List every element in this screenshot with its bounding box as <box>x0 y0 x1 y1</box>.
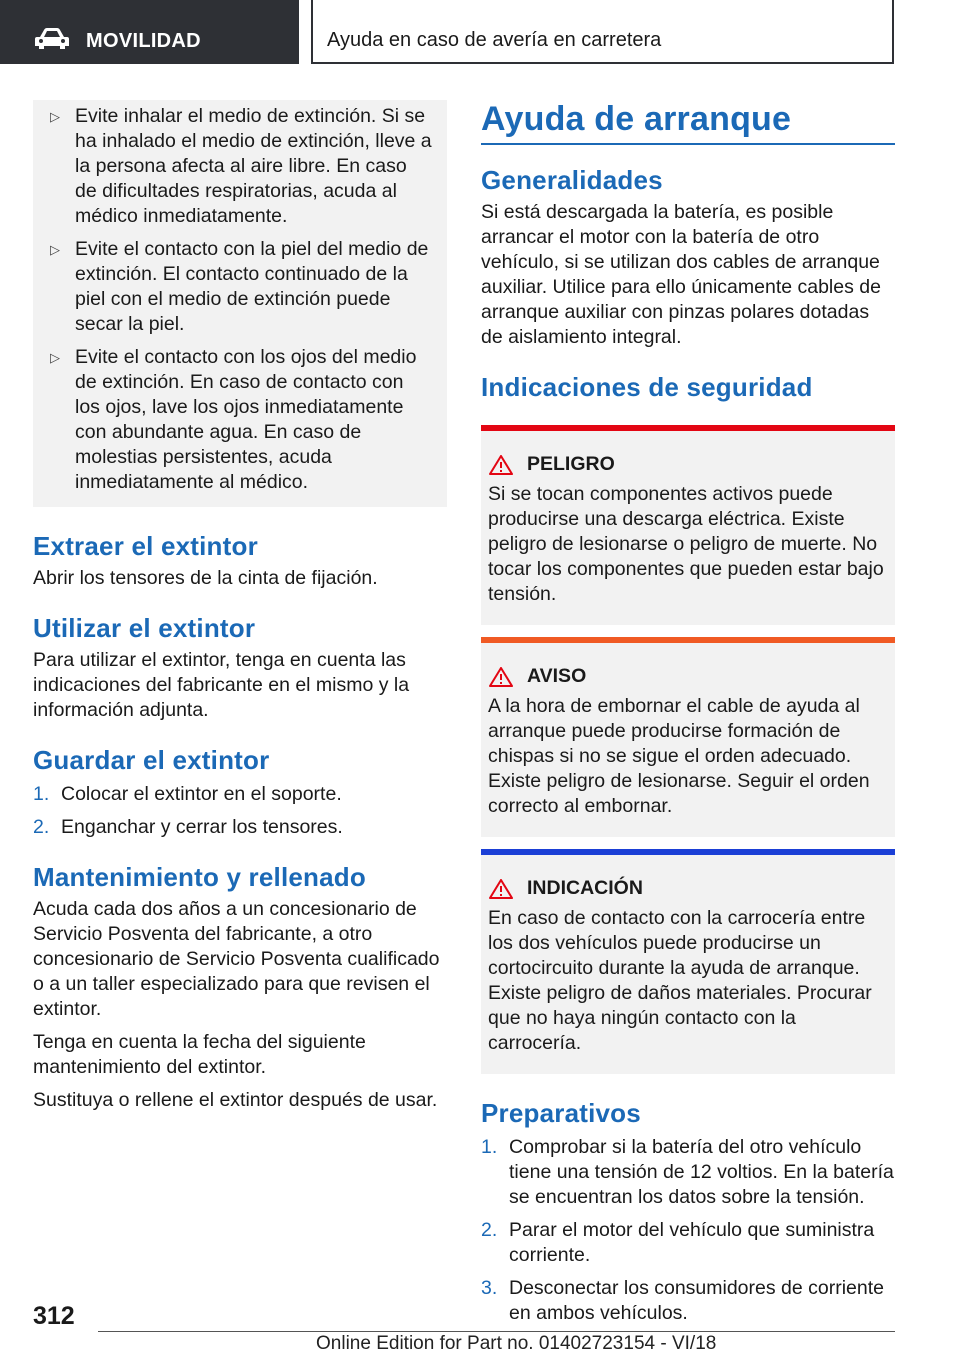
list-item: 3. Desconectar los consumidores de corriente en ambos vehículos. <box>481 1277 885 1324</box>
list-item: 2. Parar el motor del vehículo que suministra corriente. <box>481 1219 875 1266</box>
warning-triangle-icon <box>489 879 513 899</box>
notice-indicacion <box>481 849 895 1074</box>
heading-mantenimiento: Mantenimiento y rellenado <box>33 862 366 892</box>
left-column <box>33 100 447 1113</box>
list-item: ▷ Evite el contacto con la piel del medio de extinción. El contacto continuado de la piel con el medio de extinción puede secar la piel. <box>50 238 429 335</box>
heading-utilizar: Utilizar el extintor <box>33 613 256 643</box>
page-number: 312 <box>33 1302 75 1330</box>
edition-note: Online Edition for Part no. 01402723154 - VI/18 <box>316 1333 717 1354</box>
right-column <box>481 100 895 1326</box>
footer-rule <box>98 1331 895 1332</box>
notice-peligro <box>481 425 895 625</box>
notice-text: En caso de contacto con la carrocería entre los dos vehículos puede producirse un cortocircuito durante la ayuda de arranque. Existe peligro de daños materiales. Procurar que no haya ningún contacto con la carrocería. <box>488 907 872 1054</box>
list-item: 1. Comprobar si la batería del otro vehículo tiene una tensión de 12 voltios. En la batería se encuentran los datos sobre la tensión. <box>481 1136 894 1208</box>
notice-label: PELIGRO <box>527 453 615 475</box>
list-item: 2. Enganchar y cerrar los tensores. <box>33 816 343 838</box>
main-title: Ayuda de arranque <box>481 100 792 138</box>
list-item: 1. Colocar el extintor en el soporte. <box>33 783 342 805</box>
heading-extraer: Extraer el extintor <box>33 531 258 561</box>
paragraph-mantenimiento-1: Acuda cada dos años a un concesionario de Servicio Posventa del fabricante, a otro concesionario de Servicio Posventa cualificado o a un taller especializado para que revisen el extintor. <box>33 898 440 1020</box>
car-icon <box>34 27 70 51</box>
warning-triangle-icon <box>489 455 513 475</box>
notice-text: Si se tocan componentes activos puede producirse una descarga eléctrica. Existe peligro de lesionarse o peligro de muerte. No tocar los componentes que pueden estar bajo tensión. <box>488 483 884 605</box>
warning-triangle-icon <box>489 667 513 687</box>
paragraph-mantenimiento-2: Tenga en cuenta la fecha del siguiente mantenimiento del extintor. <box>33 1031 366 1078</box>
triangle-bullet-icon: ▷ <box>50 350 60 365</box>
guardar-steps <box>33 782 447 840</box>
heading-guardar: Guardar el extintor <box>33 745 270 775</box>
section-tab <box>0 0 299 64</box>
chapter-title: Ayuda en caso de avería en carretera <box>327 29 662 51</box>
notice-text: A la hora de embornar el cable de ayuda al arranque puede producirse formación de chispas si no se sigue el orden adecuado. Existe peligro de lesionarse. Seguir el orden correcto al embornar. <box>488 695 870 817</box>
notice-label: INDICACIÓN <box>527 877 643 899</box>
paragraph-generalidades: Si está descargada la batería, es posible arrancar el motor con la batería de otro vehículo, si se utilizan dos cables de arranque auxiliar. Utilice para ello únicamente cables de arranque auxiliar con pinzas polares dotadas de aislamiento integral. <box>481 201 881 348</box>
list-item: ▷ Evite el contacto con los ojos del medio de extinción. En caso de contacto con los ojos, lave los ojos inmediatamente con abundante agua. En caso de molestias persistentes, acuda inmediatamente al médico. <box>50 346 417 493</box>
heading-generalidades: Generalidades <box>481 165 663 195</box>
notice-aviso <box>481 637 895 837</box>
notice-label: AVISO <box>527 665 587 687</box>
chapter-header <box>311 0 894 64</box>
safety-bullets-box <box>33 100 447 507</box>
heading-preparativos: Preparativos <box>481 1098 641 1128</box>
preparativos-steps <box>481 1135 895 1326</box>
triangle-bullet-icon: ▷ <box>50 109 60 124</box>
paragraph-utilizar: Para utilizar el extintor, tenga en cuenta las indicaciones del fabricante en el mismo y la información adjunta. <box>33 649 410 721</box>
list-item: ▷ Evite inhalar el medio de extinción. Si se ha inhalado el medio de extinción, lleve a la persona afecta al aire libre. En caso de dificultades respiratorias, acuda al médico inmediatamente. <box>50 105 432 227</box>
title-rule <box>481 143 895 145</box>
heading-indicaciones: Indicaciones de seguridad <box>481 372 813 402</box>
paragraph-mantenimiento-3: Sustituya o rellene el extintor después de usar. <box>33 1089 438 1111</box>
triangle-bullet-icon: ▷ <box>50 242 60 257</box>
section-label: MOVILIDAD <box>86 30 201 52</box>
paragraph-extraer: Abrir los tensores de la cinta de fijación. <box>33 567 378 589</box>
